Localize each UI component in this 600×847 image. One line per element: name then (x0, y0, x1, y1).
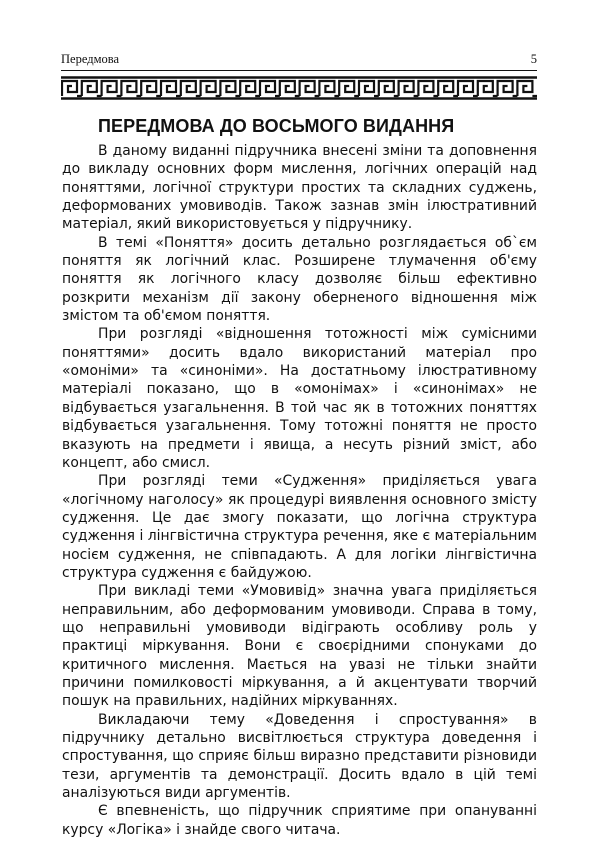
paragraph: При розгляді теми «Судження» приділяється увага «логічному наголосу» як процедурі виявлення основного змісту судження. Це дає змогу показати, що логічна структура судження і лінгвістична структура речення, яке є матеріальним носієм судження, не співпадають. А для логіки лінгвістична структура судження є байдужою. (62, 473, 537, 581)
paragraph: Викладаючи тему «Доведення і спростування» в підручнику детально висвітлюється структура доведення і спростування, що сприяє більш виразно представити різновиди тези, аргументів та демонстрації. Досить вдало в цій темі аналізуються види аргументів. (62, 711, 537, 802)
preface-body (62, 142, 537, 839)
greek-key-ornament (61, 76, 537, 100)
page-title: ПЕРЕДМОВА ДО ВОСЬМОГО ВИДАННЯ (98, 116, 455, 136)
header-section-title: Передмова (61, 52, 120, 66)
paragraph: В даному виданні підручника внесені зміни та доповнення до викладу основних форм мислення, логічних операцій над поняттями, логічної структури простих та складних суджень, деформованих умовиводів. Також зазнав змін ілюстративний матеріал, який використовується у підручнику. (62, 143, 537, 233)
paragraph: При викладі теми «Умовивід» значна увага приділяється неправильним, або деформованим умовиводи. Справа в тому, що неправильні умовиводи відіграють особливу роль у практиці міркування. Вони є своєрідними спонуками до критичного мислення. Мається на увазі не тільки знайти причини помилковості міркування, а й акцентувати творчий пошук на правильних, надійних міркуваннях. (62, 583, 537, 710)
paragraph: В темі «Поняття» досить детально розглядається об`єм поняття як логічний клас. Розширене тлумачення об'єму поняття як логічного класу дозволяє більш ефективно розкрити механізм дії закону оберненого відношення між змістом та об'ємом поняття. (62, 234, 537, 325)
running-header (61, 52, 537, 71)
paragraph: Є впевненість, що підручник сприятиме при опануванні курсу «Логіка» і знайде свого читача. (62, 803, 537, 838)
page-number: 5 (530, 52, 537, 66)
paragraph: При розгляді «відношення тотожності між сумісними поняттями» досить вдало використаний матеріал про «омоніми» та «синоніми». На достатньому ілюстративному матеріалі показано, що в «омонімах» і «синонімах» не відбувається узагальнення. В той час як в тотожних поняттях відбувається узагальнення. Тому тотожні поняття не просто вказують на предмети і явища, а несуть різний зміст, або концепт, або смисл. (62, 326, 537, 471)
